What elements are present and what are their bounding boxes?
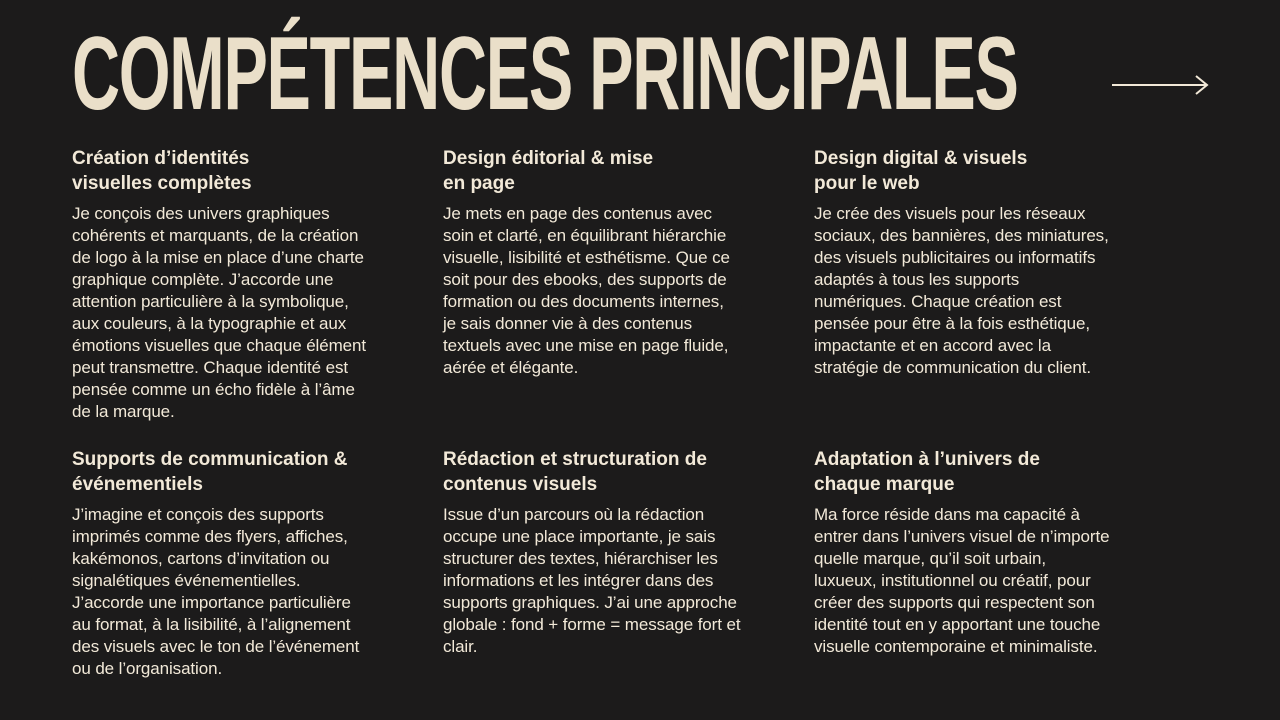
skill-description: J’imagine et conçois des supports imprimés comme des flyers, affiches, kakémonos, cartons d’invitation ou signalétiques événementielles. J’accorde une importance particulière au format, à la lisibilité, à l’alignement des visuels avec le ton de l’événement ou de l’organisation. bbox=[72, 505, 360, 678]
skill-description: Je mets en page des contenus avec soin et clarté, en équilibrant hiérarchie visuelle, lisibilité et esthétisme. Que ce soit pour des ebooks, des supports de formation ou des documents internes, je sais donner vie à des contenus textuels avec une mise en page fluide, aérée et élégante. bbox=[443, 204, 730, 377]
page-title: COMPÉTENCES PRINCIPALES bbox=[72, 16, 1018, 132]
skill-heading: Rédaction et structuration de contenus visuels bbox=[443, 449, 707, 495]
skill-card-brand-adaptation bbox=[814, 447, 1172, 707]
skill-card-content-writing bbox=[443, 447, 814, 707]
skill-card-editorial-design bbox=[443, 146, 814, 447]
skill-description: Issue d’un parcours où la rédaction occupe une place importante, je sais structurer des textes, hiérarchiser les informations et les intégrer dans des supports graphiques. J’ai une approche globale : fond + forme = message fort et clair. bbox=[443, 505, 741, 656]
skill-description: Ma force réside dans ma capacité à entrer dans l’univers visuel de n’importe quelle marque, qu’il soit urbain, luxueux, institutionnel ou créatif, pour créer des supports qui respectent son identité tout en y apportant une touche visuelle contemporaine et minimaliste. bbox=[814, 505, 1110, 656]
skill-card-digital-design bbox=[814, 146, 1172, 447]
skill-description: Je conçois des univers graphiques cohérents et marquants, de la création de logo à la mise en place d’une charte graphique complète. J’accorde une attention particulière à la symbolique, aux couleurs, à la typographie et aux émotions visuelles que chaque élément peut transmettre. Chaque identité est pensée comme un écho fidèle à l’âme de la marque. bbox=[72, 204, 366, 421]
skills-grid bbox=[72, 146, 1172, 707]
skill-heading: Design éditorial & mise en page bbox=[443, 148, 654, 194]
arrow-right-icon[interactable] bbox=[1112, 74, 1210, 96]
skill-heading: Supports de communication & événementiels bbox=[72, 449, 348, 495]
skill-description: Je crée des visuels pour les réseaux sociaux, des bannières, des miniatures, des visuels publicitaires ou informatifs adaptés à tous les supports numériques. Chaque création est pensée pour être à la fois esthétique, impactante et en accord avec la stratégie de communication du client. bbox=[814, 204, 1109, 377]
skill-card-event-communication bbox=[72, 447, 443, 707]
skill-heading: Design digital & visuels pour le web bbox=[814, 148, 1028, 194]
skill-heading: Création d’identités visuelles complètes bbox=[72, 148, 252, 194]
skill-heading: Adaptation à l’univers de chaque marque bbox=[814, 449, 1040, 495]
skill-card-visual-identity bbox=[72, 146, 443, 447]
